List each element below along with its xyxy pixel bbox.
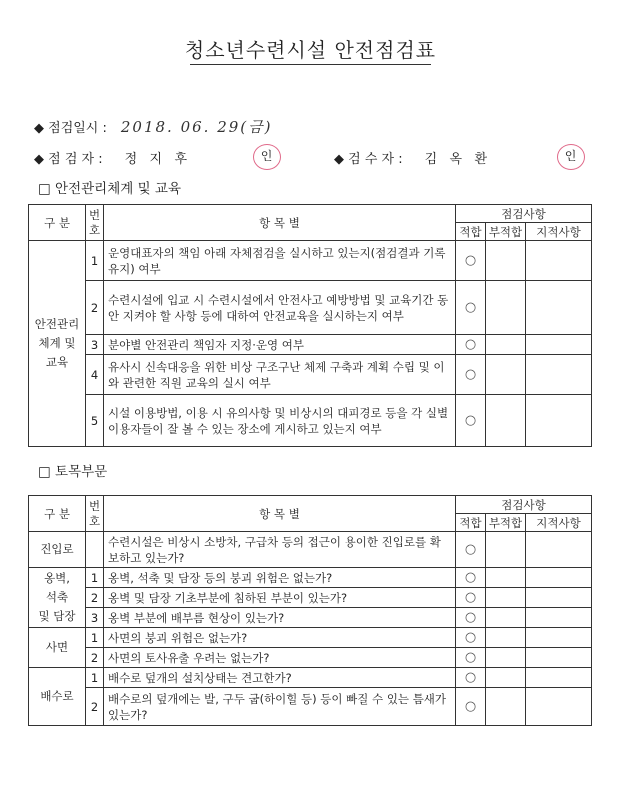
notes-cell: [526, 608, 592, 628]
item-text: 수련시설에 입교 시 수련시설에서 안전사고 예방방법 및 교육기간 동안 지켜야 할 사항 등에 대하여 안전교육을 실시하는지 여부: [104, 281, 456, 335]
row-number: 4: [86, 355, 104, 395]
row-number: 2: [86, 588, 104, 608]
safety-management-table: [28, 204, 592, 447]
ok-mark: ○: [456, 532, 486, 568]
date-label: ◆ 점검일시 :: [34, 121, 107, 136]
row-number: 3: [86, 608, 104, 628]
inspector-seal: 인: [253, 144, 281, 170]
item-text: 분야별 안전관리 책임자 지정·운영 여부: [104, 335, 456, 355]
notes-cell: [526, 281, 592, 335]
checker-name: 김 옥 환: [424, 151, 488, 167]
checker-seal: 인: [557, 144, 585, 170]
header-not-ok: 부적합: [486, 514, 526, 532]
ok-mark: ○: [456, 241, 486, 281]
date-value: 2018. 06. 29(금): [120, 118, 273, 136]
notes-cell: [526, 241, 592, 281]
not-ok-cell: [486, 568, 526, 588]
not-ok-cell: [486, 588, 526, 608]
row-number: 2: [86, 648, 104, 668]
header-category: 구 분: [29, 205, 86, 241]
table-row: [29, 628, 592, 648]
not-ok-cell: [486, 628, 526, 648]
header-notes: 지적사항: [526, 223, 592, 241]
header-items: 항 목 별: [104, 205, 456, 241]
category-cell: 안전관리 체계 및 교육: [29, 241, 86, 447]
table-row: [29, 532, 592, 568]
section1-title: □ 안전관리체계 및 교육: [38, 181, 181, 197]
table-row: [29, 568, 592, 588]
row-number: 3: [86, 335, 104, 355]
row-number: [86, 532, 104, 568]
item-text: 운영대표자의 책임 아래 자체점검을 실시하고 있는지(점검결과 기록유지) 여부: [104, 241, 456, 281]
header-notes: 지적사항: [526, 514, 592, 532]
table-row: [29, 588, 592, 608]
notes-cell: [526, 668, 592, 688]
ok-mark: ○: [456, 335, 486, 355]
notes-cell: [526, 568, 592, 588]
not-ok-cell: [486, 532, 526, 568]
not-ok-cell: [486, 281, 526, 335]
header-number: 번 호: [86, 496, 104, 532]
row-number: 1: [86, 628, 104, 648]
item-text: 사면의 붕괴 위험은 없는가?: [104, 628, 456, 648]
item-text: 옹벽, 석축 및 담장 등의 붕괴 위험은 없는가?: [104, 568, 456, 588]
header-ok: 적합: [456, 514, 486, 532]
table-row: [29, 395, 592, 447]
table-row: [29, 335, 592, 355]
not-ok-cell: [486, 668, 526, 688]
civil-engineering-table: [28, 495, 592, 726]
row-number: 2: [86, 281, 104, 335]
header-category: 구 분: [29, 496, 86, 532]
row-number: 5: [86, 395, 104, 447]
item-text: 배수로의 덮개에는 발, 구두 굽(하이힐 등) 등이 빠질 수 있는 틈새가 있는가?: [104, 688, 456, 726]
table-row: [29, 668, 592, 688]
item-text: 배수로 덮개의 설치상태는 견고한가?: [104, 668, 456, 688]
item-text: 수련시설은 비상시 소방차, 구급차 등의 접근이 용이한 진입로를 확보하고 있는가?: [104, 532, 456, 568]
header-items: 항 목 별: [104, 496, 456, 532]
header-ok: 적합: [456, 223, 486, 241]
item-text: 사면의 토사유출 우려는 없는가?: [104, 648, 456, 668]
row-number: 1: [86, 668, 104, 688]
header-check: 점검사항: [456, 496, 592, 514]
notes-cell: [526, 648, 592, 668]
notes-cell: [526, 628, 592, 648]
not-ok-cell: [486, 648, 526, 668]
category-cell: 배수로: [29, 668, 86, 726]
table-row: [29, 355, 592, 395]
table-row: [29, 648, 592, 668]
ok-mark: ○: [456, 628, 486, 648]
section2-title: □ 토목부문: [38, 464, 108, 480]
category-cell: 진입로: [29, 532, 86, 568]
not-ok-cell: [486, 395, 526, 447]
category-cell: 사면: [29, 628, 86, 668]
notes-cell: [526, 688, 592, 726]
item-text: 시설 이용방법, 이용 시 유의사항 및 비상시의 대피경로 등을 각 실별 이용자들이 잘 볼 수 있는 장소에 게시하고 있는지 여부: [104, 395, 456, 447]
header-check: 점검사항: [456, 205, 592, 223]
title-underline: [190, 64, 431, 65]
ok-mark: ○: [456, 355, 486, 395]
item-text: 옹벽 및 담장 기초부분에 침하된 부분이 있는가?: [104, 588, 456, 608]
ok-mark: ○: [456, 395, 486, 447]
inspector-label: ◆ 점 검 자 :: [34, 151, 103, 167]
row-number: 1: [86, 241, 104, 281]
ok-mark: ○: [456, 648, 486, 668]
ok-mark: ○: [456, 568, 486, 588]
not-ok-cell: [486, 608, 526, 628]
table-row: [29, 608, 592, 628]
inspector-row: [34, 144, 281, 170]
notes-cell: [526, 532, 592, 568]
row-number: 1: [86, 568, 104, 588]
checker-row: [334, 144, 585, 170]
page-title: 청소년수련시설 안전점검표: [184, 38, 437, 62]
inspector-name: 정 지 후: [124, 151, 188, 167]
table-row: [29, 281, 592, 335]
ok-mark: ○: [456, 608, 486, 628]
ok-mark: ○: [456, 668, 486, 688]
category-cell: 옹벽, 석축 및 담장: [29, 568, 86, 628]
table-row: [29, 688, 592, 726]
header-number: 번 호: [86, 205, 104, 241]
notes-cell: [526, 588, 592, 608]
notes-cell: [526, 335, 592, 355]
item-text: 유사시 신속대응을 위한 비상 구조구난 체제 구축과 계획 수립 및 이와 관련한 직원 교육의 실시 여부: [104, 355, 456, 395]
ok-mark: ○: [456, 688, 486, 726]
notes-cell: [526, 355, 592, 395]
checker-label: ◆ 검 수 자 :: [334, 151, 403, 167]
not-ok-cell: [486, 688, 526, 726]
item-text: 옹벽 부분에 배부름 현상이 있는가?: [104, 608, 456, 628]
not-ok-cell: [486, 335, 526, 355]
table-row: [29, 241, 592, 281]
not-ok-cell: [486, 355, 526, 395]
ok-mark: ○: [456, 281, 486, 335]
row-number: 2: [86, 688, 104, 726]
header-not-ok: 부적합: [486, 223, 526, 241]
notes-cell: [526, 395, 592, 447]
not-ok-cell: [486, 241, 526, 281]
date-row: [34, 116, 273, 137]
ok-mark: ○: [456, 588, 486, 608]
